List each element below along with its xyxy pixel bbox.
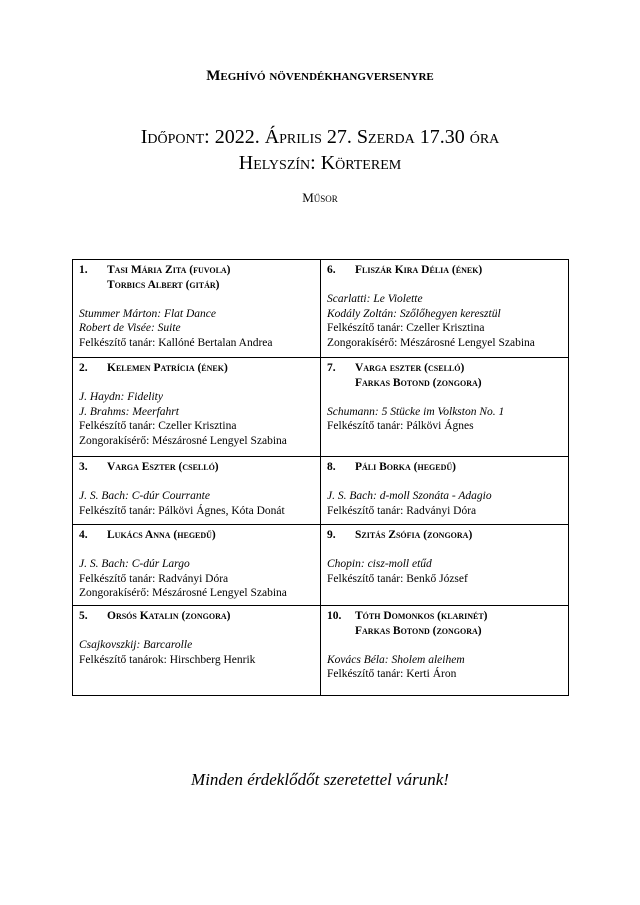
entry-number: 7. bbox=[327, 362, 336, 374]
program-entry bbox=[73, 457, 321, 525]
entry-header bbox=[327, 528, 563, 543]
program-entry bbox=[73, 358, 321, 457]
performer-names bbox=[107, 460, 219, 475]
program-table bbox=[72, 259, 569, 696]
entry-header bbox=[79, 263, 315, 292]
performer-names bbox=[107, 609, 230, 624]
performer-name: Orsós Katalin (zongora) bbox=[107, 610, 231, 622]
piece-title: J. Brahms: Meerfahrt bbox=[79, 405, 179, 418]
teacher-line: Felkészítő tanár: Benkő József bbox=[327, 572, 468, 585]
piece-title: Schumann: 5 Stücke im Volkston No. 1 bbox=[327, 405, 505, 418]
closing-line: Minden érdeklődőt szeretettel várunk! bbox=[191, 770, 449, 789]
event-info bbox=[0, 124, 640, 176]
program-row bbox=[73, 606, 569, 696]
performer-names bbox=[355, 263, 482, 278]
teacher-line: Felkészítő tanár: Czeller Krisztina bbox=[327, 322, 485, 334]
performer-names bbox=[107, 361, 228, 376]
teacher-line: Felkészítő tanár: Kallóné Bertalan Andrea bbox=[79, 336, 273, 349]
piece-title: Robert de Visée: Suite bbox=[79, 322, 181, 334]
program-row bbox=[73, 525, 569, 606]
performer-name: Varga Eszter (cselló) bbox=[107, 461, 219, 473]
invitation-title: Meghívó növendékhangversenyre bbox=[206, 68, 434, 84]
entry-header bbox=[79, 460, 315, 475]
entry-number: 3. bbox=[79, 461, 88, 473]
program-entry bbox=[73, 260, 321, 358]
performer-name: Kelemen Patrícia (ének) bbox=[107, 362, 228, 374]
place-line: Helyszín: Körterem bbox=[238, 152, 402, 174]
performer-names bbox=[355, 460, 456, 475]
program-entry bbox=[321, 457, 569, 525]
teacher-line: Felkészítő tanár: Pálkövi Ágnes, Kóta Donát bbox=[79, 504, 285, 517]
entry-header bbox=[79, 609, 315, 624]
entry-header bbox=[327, 263, 563, 278]
teacher-line: Felkészítő tanárok: Hirschberg Henrik bbox=[79, 653, 256, 666]
entry-number: 6. bbox=[327, 264, 336, 276]
program-entry bbox=[73, 525, 321, 606]
entry-number: 8. bbox=[327, 461, 336, 473]
program-entry bbox=[321, 358, 569, 457]
entry-number: 10. bbox=[327, 610, 342, 622]
performer-names bbox=[355, 361, 482, 390]
program-entry bbox=[321, 525, 569, 606]
piece-title: Scarlatti: Le Violette bbox=[327, 293, 423, 305]
teacher-line: Felkészítő tanár: Pálkövi Ágnes bbox=[327, 420, 474, 432]
teacher-line: Felkészítő tanár: Radványi Dóra bbox=[79, 572, 229, 585]
performer-names bbox=[107, 528, 216, 543]
performer-name: Páli Borka (hegedű) bbox=[355, 461, 457, 473]
performer-name: Szitás Zsófia (zongora) bbox=[355, 529, 473, 541]
program-row bbox=[73, 358, 569, 457]
program-row bbox=[73, 260, 569, 358]
performer-name: Tasi Mária Zita (fuvola) bbox=[107, 264, 231, 276]
program-entry bbox=[321, 260, 569, 358]
program-entry bbox=[73, 606, 321, 696]
performer-name: Lukács Anna (hegedű) bbox=[107, 529, 216, 541]
performer-name: Fliszár Kira Délia (ének) bbox=[355, 264, 483, 276]
time-line: Időpont: 2022. Április 27. Szerda 17.30 óra bbox=[140, 126, 500, 148]
performer-names bbox=[355, 528, 472, 543]
piece-title: J. S. Bach: d-moll Szonáta - Adagio bbox=[327, 490, 492, 502]
teacher-line: Felkészítő tanár: Radványi Dóra bbox=[327, 504, 477, 517]
performer-names bbox=[107, 263, 231, 292]
piece-title: J. S. Bach: C-dúr Courrante bbox=[79, 490, 210, 502]
entry-header bbox=[79, 528, 315, 543]
piece-title: Chopin: cisz-moll etűd bbox=[327, 558, 432, 570]
entry-header bbox=[79, 361, 315, 376]
teacher-line: Felkészítő tanár: Czeller Krisztina bbox=[79, 420, 237, 432]
performer-name: Varga eszter (cselló) bbox=[355, 362, 465, 374]
performer-name: Farkas Botond (zongora) bbox=[355, 624, 482, 637]
performer-names bbox=[355, 609, 488, 638]
teacher-line: Zongorakísérő: Mészárosné Lengyel Szabina bbox=[327, 336, 535, 349]
entry-number: 1. bbox=[79, 264, 88, 276]
piece-title: J. Haydn: Fidelity bbox=[79, 391, 163, 403]
entry-header bbox=[327, 460, 563, 475]
entry-header bbox=[327, 609, 563, 638]
performer-name: Tóth Domonkos (klarinét) bbox=[355, 610, 488, 622]
piece-title: Csajkovszkij: Barcarolle bbox=[79, 639, 193, 651]
teacher-line: Felkészítő tanár: Kerti Áron bbox=[327, 668, 457, 680]
entry-header bbox=[327, 361, 563, 390]
performer-name: Farkas Botond (zongora) bbox=[355, 376, 482, 389]
teacher-line: Zongorakísérő: Mészárosné Lengyel Szabina bbox=[79, 587, 287, 599]
entry-number: 5. bbox=[79, 610, 88, 622]
piece-title: Kovács Béla: Sholem aleihem bbox=[327, 653, 465, 666]
teacher-line: Zongorakísérő: Mészárosné Lengyel Szabina bbox=[79, 434, 287, 447]
performer-name: Torbics Albert (gitár) bbox=[107, 278, 220, 291]
program-entry bbox=[321, 606, 569, 696]
program-label: Műsor bbox=[302, 190, 338, 205]
entry-number: 4. bbox=[79, 529, 88, 541]
entry-number: 9. bbox=[327, 529, 336, 541]
piece-title: Stummer Márton: Flat Dance bbox=[79, 307, 217, 320]
piece-title: J. S. Bach: C-dúr Largo bbox=[79, 558, 190, 570]
entry-number: 2. bbox=[79, 362, 88, 374]
piece-title: Kodály Zoltán: Szőlőhegyen keresztül bbox=[327, 307, 501, 320]
program-row bbox=[73, 457, 569, 525]
